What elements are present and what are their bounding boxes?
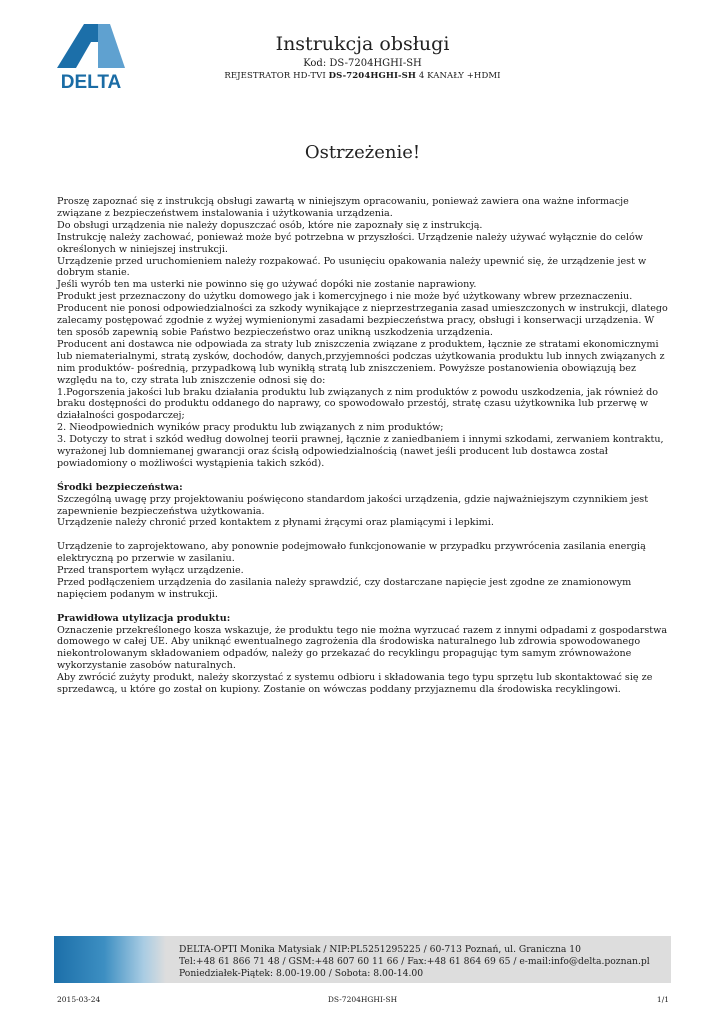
intro-paragraph: Instrukcję należy zachować, ponieważ może być potrzebna w przyszłości. Urządzenie należy używać wyłącznie do celów określonych w niniejszej instrukcji. (57, 231, 643, 255)
subtitle-prefix: REJESTRATOR HD-TVI (224, 71, 329, 81)
intro-paragraph: Jeśli wyrób ten ma usterki nie powinno się go używać dopóki nie zostanie naprawiony. (57, 279, 477, 291)
intro-paragraph: 2. Nieodpowiednich wyników pracy produktu lub związanych z nim produktów; (57, 422, 444, 434)
safety-paragraph: Szczególną uwagę przy projektowaniu poświęcono standardom jakości urządzenia, gdzie najważniejszym czynnikiem jest zapewnienie bezpieczeństwa użytkowania. (57, 493, 649, 517)
subtitle-model: DS-7204HGHI-SH (328, 71, 417, 81)
intro-paragraph: Produkt jest przeznaczony do użytku domowego jak i komercyjnego i nie może być użytkowany wbrew przeznaczeniu. (57, 291, 633, 303)
intro-paragraph: Urządzenie przed uruchomieniem należy rozpakować. Po usunięciu opakowania należy upewnić się, że urządzenie jest w dobrym stanie. (57, 255, 647, 279)
safety-paragraph: Urządzenie należy chronić przed kontaktem z płynami żrącymi oraz plamiącymi i lepkimi. (57, 517, 494, 529)
footer-contact-text (179, 944, 650, 980)
intro-paragraph: Do obsługi urządzenia nie należy dopuszczać osób, które nie zapoznały się z instrukcją. (57, 219, 483, 231)
safety-paragraph: Przed transportem wyłącz urządzenie. (57, 565, 244, 577)
safety-paragraph: Urządzenie to zaprojektowano, aby ponownie podejmowało funkcjonowanie w przypadku przywrócenia zasilania energią elektryczną po przerwie w zasilaniu. (57, 541, 646, 565)
page-date: 2015-03-24 (57, 995, 101, 1004)
logo-text: DELTA (60, 72, 122, 92)
disposal-paragraph: Aby zwrócić zużyty produkt, należy skorzystać z systemu odbioru i składowania tego typu sprzętu lub skontaktować się ze sprzedawcą, u które go został on kupiony. Zostanie on wówczas poddany przyjaznemu dla środowiska recyklingowi. (57, 672, 653, 696)
company-footer (54, 936, 671, 983)
safety-heading: Środki bezpieczeństwa: (57, 481, 183, 493)
footer-hours-line: Poniedziałek-Piątek: 8.00-19.00 / Sobota: 8.00-14.00 (179, 968, 424, 979)
intro-paragraph: Producent nie ponosi odpowiedzialności za szkody wynikające z nieprzestrzegania zasad umieszczonych w instrukcji, dlatego zalecamy postępować zgodnie z wyżej wymienionymi zasadami bezpieczeństwa pracy, obsługi i konserwacji urządzenia. W ten sposób zapewnią sobie Państwo bezpieczeństwo oraz unikną uszkodzenia urządzenia. (57, 303, 668, 338)
page-number: 1/1 (656, 995, 669, 1004)
intro-paragraph: Producent ani dostawca nie odpowiada za straty lub zniszczenia związane z produktem, łącznie ze stratami ekonomicznymi lub niematerialnymi, stratą zysków, dochodów, danych,przyjemności podczas użytkowania produktu lub innych związanych z nim produktów- pośrednią, przypadkową lub wynikłą stratą lub zniszczeniem. Powyższe postanowienia obowiązują bez względu na to, czy strata lub zniszczenie odnosi się do: (57, 338, 665, 386)
disposal-heading: Prawidłowa utylizacja produktu: (57, 612, 231, 624)
intro-paragraph: 3. Dotyczy to strat i szkód według dowolnej teorii prawnej, łącznie z zaniedbaniem i innymi szkodami, zerwaniem kontraktu, wyrażonej lub domniemanej gwarancji oraz ścisłą odpowiedzialnością (nawet jeśli producent lub dostawca został powiadomiony o możliwości wystąpienia takich szkód). (57, 434, 664, 469)
disposal-paragraph: Oznaczenie przekreślonego kosza wskazuje, że produktu tego nie można wyrzucać razem z innymi odpadami z gospodarstwa domowego w całej UE. Aby uniknąć ewentualnego zagrożenia dla środowiska naturalnego lub zdrowia spowodowanego niekontrolowanym składowaniem odpadów, należy go przekazać do recyklingu propagując tym samym zrównoważone wykorzystanie zasobów naturalnych. (57, 624, 668, 672)
product-subtitle (130, 70, 595, 82)
warning-title: Ostrzeżenie! (304, 142, 421, 163)
delta-logo (54, 22, 128, 92)
document-body (57, 196, 673, 696)
safety-paragraph: Przed podłączeniem urządzenia do zasilania należy sprawdzić, czy dostarczane napięcie jest zgodne ze znamionowym napięciem podanym w instrukcji. (57, 576, 632, 600)
document-header (130, 32, 595, 82)
footer-address-line: DELTA-OPTI Monika Matysiak / NIP:PL5251295225 / 60-713 Poznań, ul. Graniczna 10 (179, 944, 581, 955)
document-title: Instrukcja obsługi (275, 33, 450, 55)
intro-paragraph: 1.Pogorszenia jakości lub braku działania produktu lub związanych z nim produktów z powodu uszkodzenia, jak również do braku dostępności do produktu oddanego do naprawy, co spowodowało przestój, stratę czasu użytkownika lub przerwę w działalności gospodarczej; (57, 386, 658, 422)
product-code: Kod: DS-7204HGHI-SH (303, 58, 422, 69)
intro-paragraph: Proszę zapoznać się z instrukcją obsługi zawartą w niniejszym opracowaniu, ponieważ zawiera ona ważne informacje związane z bezpieczeństwem instalowania i użytkowania urządzenia. (57, 196, 629, 219)
page-code: DS-7204HGHI-SH (327, 995, 398, 1004)
footer-phone-line: Tel:+48 61 866 71 48 / GSM:+48 607 60 11 66 / Fax:+48 61 864 69 65 / e-mail:info@delta.poznan.pl (179, 956, 650, 967)
footer-gradient-stripe (54, 936, 166, 983)
subtitle-suffix: 4 KANAŁY +HDMI (416, 71, 501, 81)
